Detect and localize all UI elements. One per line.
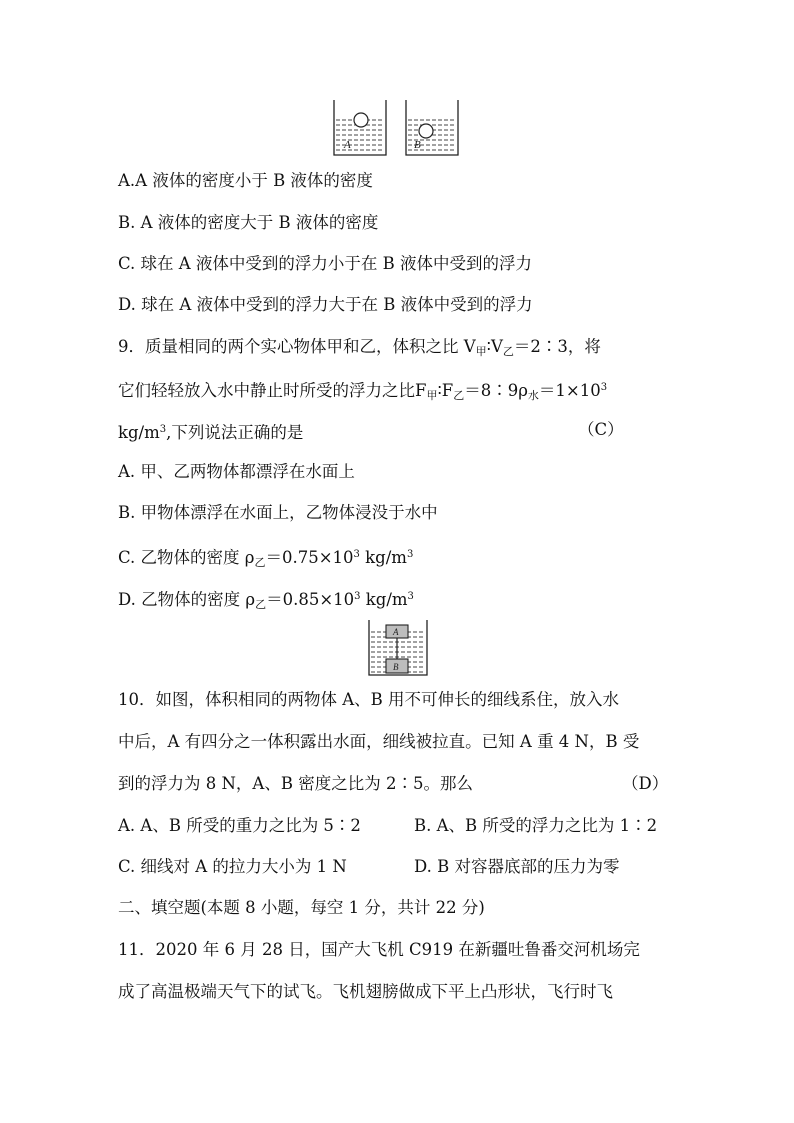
q11-stem-line2: 成了高温极端天气下的试飞。飞机翅膀做成下平上凸形状，飞行时飞	[118, 982, 613, 1001]
q8-option-a: A.A 液体的密度小于 B 液体的密度	[118, 171, 373, 190]
ball-a	[354, 113, 368, 127]
beaker-b	[406, 100, 458, 155]
figure-container-blocks	[366, 619, 430, 677]
text: ＝1×10	[538, 381, 601, 400]
q10-option-a: A. A、B 所受的重力之比为 5∶2	[118, 816, 361, 835]
text: ,下列说法正确的是	[166, 423, 304, 442]
ball-b	[419, 124, 433, 138]
text: C. 乙物体的密度 ρ	[118, 548, 255, 567]
q8-option-d: D. 球在 A 液体中受到的浮力大于在 B 液体中受到的浮力	[118, 295, 533, 314]
text: 9．质量相同的两个实心物体甲和乙，体积之比 V	[118, 337, 476, 356]
subscript: 乙	[453, 389, 465, 402]
superscript: 3	[600, 382, 608, 393]
label-b: B	[414, 139, 421, 151]
superscript: 3	[407, 591, 414, 602]
text: ＝2∶3，将	[513, 337, 601, 356]
text: ∶F	[437, 381, 454, 400]
label-a: A	[393, 627, 399, 637]
superscript: 3	[354, 591, 361, 602]
q8-option-c: C. 球在 A 液体中受到的浮力小于在 B 液体中受到的浮力	[118, 254, 533, 273]
section-title-fill-in: 二、填空题(本题 8 小题，每空 1 分，共计 22 分)	[118, 898, 485, 917]
text: ＝0.75×10	[265, 548, 354, 567]
subscript: 乙	[254, 556, 266, 569]
label-b: B	[393, 662, 399, 672]
figure-beakers-ab	[330, 98, 462, 158]
q10-option-c: C. 细线对 A 的拉力大小为 1 N	[118, 857, 347, 876]
q8-option-b: B. A 液体的密度大于 B 液体的密度	[118, 213, 379, 232]
q9-stem-line1	[118, 337, 601, 362]
q11-stem-line1: 11．2020 年 6 月 28 日，国产大飞机 C919 在新疆吐鲁番交河机场完	[118, 940, 640, 959]
text: ∶V	[486, 337, 503, 356]
q10-stem-line2: 中后，A 有四分之一体积露出水面，细线被拉直。已知 A 重 4 N，B 受	[118, 732, 640, 751]
text: kg/m	[359, 548, 407, 567]
beaker-a	[334, 100, 386, 155]
text: kg/m	[360, 590, 408, 609]
q9-stem-line3	[118, 420, 303, 443]
text: D. 乙物体的密度 ρ	[118, 590, 256, 609]
q10-option-d: D. B 对容器底部的压力为零	[414, 857, 620, 876]
q10-stem-line1: 10．如图，体积相同的两物体 A、B 用不可伸长的细线系住，放入水	[118, 690, 620, 709]
q9-option-a: A. 甲、乙两物体都漂浮在水面上	[118, 462, 355, 481]
subscript: 甲	[475, 345, 487, 358]
q10-answer: （D）	[622, 774, 669, 793]
label-a: A	[344, 139, 351, 151]
text: 它们轻轻放入水中静止时所受的浮力之比F	[118, 381, 427, 400]
text: ＝8∶9ρ	[464, 381, 528, 400]
q9-answer: （C）	[578, 420, 624, 439]
q9-stem-line2	[118, 378, 607, 406]
subscript: 水	[527, 389, 539, 402]
q10-option-b: B. A、B 所受的浮力之比为 1∶2	[414, 816, 658, 835]
text: kg/m	[118, 423, 160, 442]
subscript: 乙	[255, 598, 267, 611]
superscript: 3	[353, 549, 360, 560]
q9-option-b: B. 甲物体漂浮在水面上，乙物体浸没于水中	[118, 503, 438, 522]
text: ＝0.85×10	[266, 590, 355, 609]
subscript: 乙	[502, 345, 514, 358]
superscript: 3	[406, 549, 414, 560]
q10-stem-line3: 到的浮力为 8 N，A、B 密度之比为 2∶5。那么	[118, 774, 473, 793]
superscript: 3	[159, 424, 167, 435]
q9-option-c	[118, 545, 413, 573]
q9-option-d	[118, 587, 414, 615]
subscript: 甲	[426, 389, 438, 402]
